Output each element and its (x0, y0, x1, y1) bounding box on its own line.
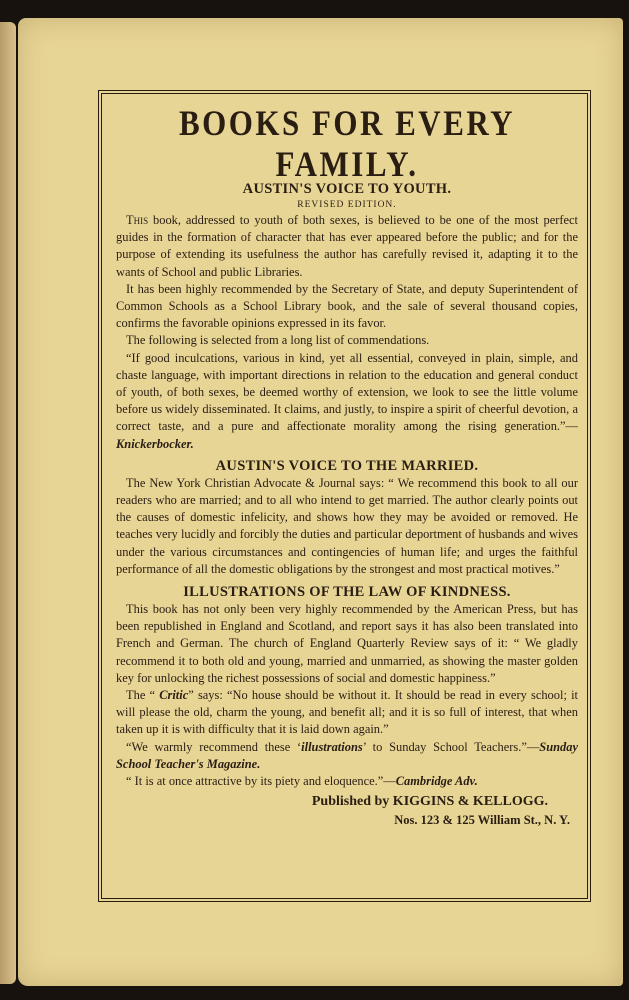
section-title: ILLUSTRATIONS OF THE LAW OF KINDNESS. (183, 584, 511, 601)
paragraph-text: ’ to Sunday School Teachers.”— (362, 739, 540, 754)
paragraph-text: ” says: “No house should be without it. It should be read in every school; it will please the old, charm the young, and benefit all; and it is so full of interest, that when taken up it is with difficulty that it is laid down again.” (116, 688, 578, 737)
paragraph: The New York Christian Advocate & Journal says: “ We recommend this book to all our readers who are married; and to all who intend to get married. The author clearly points out the causes of domestic infelicity, and shows how they may be avoided or removed. He teaches very lucidly and forcibly the duties and particular deportment of husbands and wives under the various circumstances and contingencies of human life; and urges the faithful performance of all the domestic obligations by the strongest and most practical motives.” (116, 475, 578, 576)
lead-word: This (126, 213, 149, 227)
publisher-address: Nos. 123 & 125 William St., N. Y. (394, 813, 570, 828)
critic-name: Critic (159, 688, 189, 703)
quote-source: Cambridge Adv. (395, 774, 478, 789)
paragraph (116, 212, 578, 281)
quote-source: Knickerbocker. (116, 436, 194, 451)
paragraph-text: “ It is at once attractive by its piety and eloquence.”— (126, 774, 396, 789)
paragraph: The following is selected from a long list of commendations. (126, 333, 430, 348)
paragraph: This book has not only been very highly recommended by the American Press, but has been republished in England and Scotland, and report says it has also been translated into French and German. The church of England Quarterly Review says of it: “ We gladly recommend it to both old and young, married and unmarried, as showing the master golden key for unlocking the richest possessions of social and domestic happiness.” (116, 602, 578, 685)
section-title: AUSTIN'S VOICE TO THE MARRIED. (215, 457, 479, 474)
edition-note: REVISED EDITION. (297, 200, 397, 210)
paragraph (116, 739, 578, 773)
section-voice-to-youth (116, 180, 578, 453)
quotation (116, 350, 578, 453)
publisher-line: Published by KIGGINS & KELLOGG. (311, 794, 548, 810)
paragraph-text: “We warmly recommend these ‘ (126, 739, 302, 754)
previous-page-edge (0, 22, 16, 984)
paragraph (116, 687, 578, 739)
quote-source: Sunday School Teacher's Magazine. (116, 739, 579, 771)
page-headline: BOOKS FOR EVERY FAMILY. (178, 102, 516, 185)
section-law-of-kindness (116, 583, 578, 790)
paragraph-text: The “ (126, 688, 160, 703)
book-page (18, 18, 623, 986)
advertisement-border (98, 90, 591, 902)
paragraph-text: book, addressed to youth of both sexes, is believed to be one of the most perfect guides in the formation of character that has ever appeared before the public; and for the purpose of extending its usefulness the author has carefully revised it, adapting it to the wants of School and public Libraries. (116, 213, 578, 279)
section-title: AUSTIN'S VOICE TO YOUTH. (242, 181, 452, 197)
paragraph (116, 773, 578, 790)
paragraph: It has been highly recommended by the Secretary of State, and deputy Superintendent of Common Schools as a School Library book, and the sale of several thousand copies, confirms the favorable opinions expressed in its favor. (116, 281, 578, 331)
emphasis: illustrations (301, 739, 363, 754)
section-voice-to-married (116, 457, 578, 578)
quote-text: “If good inculcations, various in kind, yet all essential, conveyed in plain, simple, and chaste language, with important directions in relation to the education and general conduct of youth, of both sexes, be deemed worthy of extension, we look to see the little volume before us widely disseminated. It claims, and justly, to inspire a spirit of cheerful devotion, a correct taste, and a pure and affectionate morality among the rising generation.”— (116, 350, 578, 434)
